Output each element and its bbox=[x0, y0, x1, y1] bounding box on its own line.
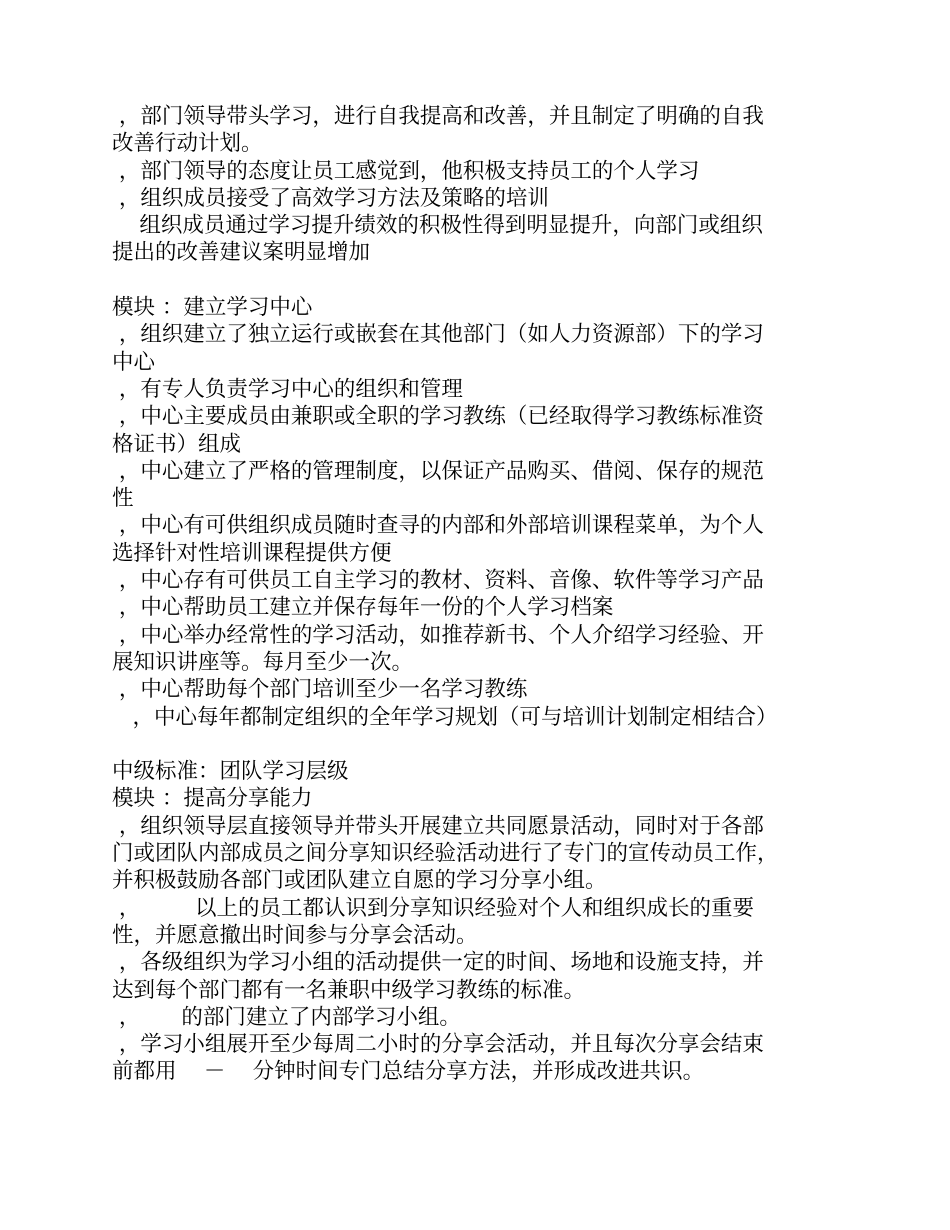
text-line: 改善行动计划。 bbox=[112, 131, 263, 157]
text-line: ，组织领导层直接领导并带头开展建立共同愿景活动，同时对于各部 bbox=[112, 813, 764, 839]
text-line: ，部门领导的态度让员工感觉到，他积极支持员工的个人学习 bbox=[112, 158, 700, 184]
text-line: ，有专人负责学习中心的组织和管理 bbox=[112, 376, 463, 402]
text-line: 性 bbox=[112, 486, 134, 512]
text-line: 展知识讲座等。每月至少一次。 bbox=[112, 649, 414, 675]
text-line: ，中心举办经常性的学习活动，如推荐新书、个人介绍学习经验、开 bbox=[112, 622, 764, 648]
text-line: ，中心有可供组织成员随时查寻的内部和外部培训课程菜单，为个人 bbox=[112, 513, 764, 539]
text-line: 中心 bbox=[112, 349, 156, 375]
text-line: 达到每个部门都有一名兼职中级学习教练的标准。 bbox=[112, 977, 586, 1003]
text-line: 门或团队内部成员之间分享知识经验活动进行了专门的宣传动员工作， bbox=[112, 841, 779, 867]
text-line: 选择针对性培训课程提供方便 bbox=[112, 540, 392, 566]
text-line: ，组织建立了独立运行或嵌套在其他部门（如人力资源部）下的学习 bbox=[112, 322, 764, 348]
text-line: ，中心帮助每个部门培训至少一名学习教练 bbox=[112, 677, 528, 703]
section-heading: 模块 ：建立学习中心 bbox=[112, 295, 313, 321]
text-line: ，学习小组展开至少每周二小时的分享会活动，并且每次分享会结束 bbox=[112, 1032, 764, 1058]
text-line: ，中心每年都制定组织的全年学习规划（可与培训计划制定相结合） bbox=[112, 704, 778, 730]
text-line: ，中心帮助员工建立并保存每年一份的个人学习档案 bbox=[112, 595, 614, 621]
text-line: 并积极鼓励各部门或团队建立自愿的学习分享小组。 bbox=[112, 868, 607, 894]
text-line: ，中心主要成员由兼职或全职的学习教练（已经取得学习教练标准资 bbox=[112, 404, 764, 430]
text-line: 组织成员通过学习提升绩效的积极性得到明显提升，向部门或组织 bbox=[112, 213, 763, 239]
document-page bbox=[112, 103, 826, 1086]
text-line: ， 以上的员工都认识到分享知识经验对个人和组织成长的重要 bbox=[112, 895, 755, 921]
text-line: 提出的改善建议案明显增加 bbox=[112, 240, 371, 266]
text-line: 格证书）组成 bbox=[112, 431, 242, 457]
blank-line bbox=[112, 731, 826, 758]
blank-line bbox=[112, 267, 826, 294]
text-line: 前都用 － 分钟时间专门总结分享方法，并形成改进共识。 bbox=[112, 1059, 705, 1085]
text-line: 性，并愿意撤出时间参与分享会活动。 bbox=[112, 922, 478, 948]
section-heading: 模块 ：提高分享能力 bbox=[112, 786, 313, 812]
text-line: ，中心存有可供员工自主学习的教材、资料、音像、软件等学习产品 bbox=[112, 568, 764, 594]
text-line: ，部门领导带头学习，进行自我提高和改善，并且制定了明确的自我 bbox=[112, 104, 764, 129]
text-line: ， 的部门建立了内部学习小组。 bbox=[112, 1004, 461, 1030]
section-heading: 中级标准：团队学习层级 bbox=[112, 759, 349, 785]
text-line: ，中心建立了严格的管理制度，以保证产品购买、借阅、保存的规范 bbox=[112, 458, 764, 484]
text-line: ，组织成员接受了高效学习方法及策略的培训 bbox=[112, 185, 549, 211]
text-line: ，各级组织为学习小组的活动提供一定的时间、场地和设施支持，并 bbox=[112, 950, 764, 976]
